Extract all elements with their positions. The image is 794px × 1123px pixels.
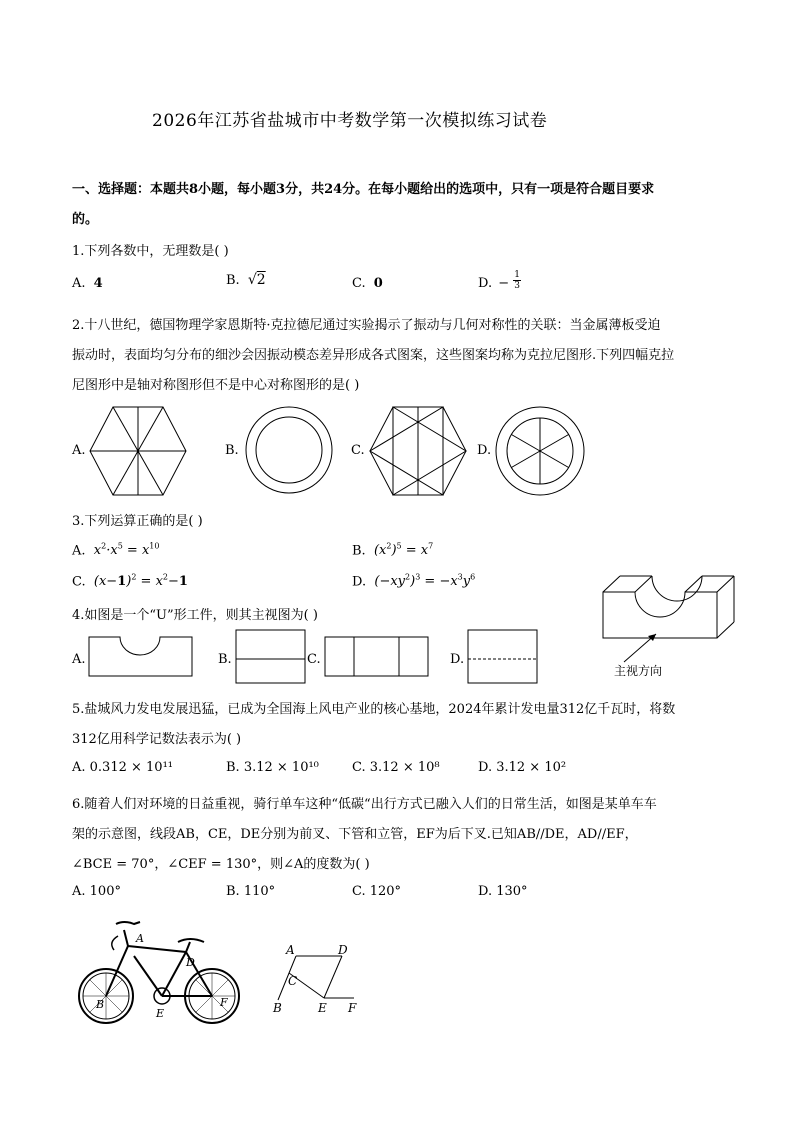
q3-option-d (352, 573, 475, 589)
chladni-figure-d (494, 405, 586, 497)
option-label: B. (352, 543, 366, 559)
q3-stem: 3.下列运算正确的是( ) (72, 514, 203, 529)
page-title: 2026年江苏省盐城市中考数学第一次模拟练习试卷 (152, 111, 548, 131)
q1-option-b (226, 272, 266, 288)
q5-option-b: B. 3.12 × 10¹⁰ (226, 760, 319, 775)
option-expression: $(x-1)^2 = x^2-1$ (89, 573, 188, 590)
q1-option-a (72, 276, 103, 291)
q6-option-b: B. 110° (226, 884, 276, 899)
sqrt-symbol: √2 (247, 272, 266, 288)
bike-label-f: F (220, 996, 228, 1009)
bike-label-e: E (156, 1007, 165, 1020)
section-heading-line1: 一、选择题：本题共8小题，每小题3分，共24分。在每小题给出的选项中，只有一项是符合题目要求 (72, 182, 655, 197)
option-value: 2 (256, 272, 266, 288)
frame-geometry-diagram (270, 940, 370, 1018)
q3-option-a (72, 542, 159, 558)
option-value: 4 (93, 276, 103, 291)
q6-line3: ∠BCE = 70°，∠CEF = 130°，则∠A的度数为( ) (72, 857, 370, 872)
option-label: A. (72, 276, 86, 291)
option-expression: $(x^2)^5 = x^7$ (369, 542, 434, 559)
q1-option-d (478, 270, 521, 291)
option-label: B. (226, 273, 240, 288)
q2-line3: 尼图形中是轴对称图形但不是中心对称图形的是( ) (72, 378, 360, 393)
bike-label-b: B (96, 998, 105, 1011)
q4-stem: 4.如图是一个“U”形工件，则其主视图为( ) (72, 608, 318, 623)
q6-line2: 架的示意图，线段AB，CE，DE分别为前叉、下管和立管，EF为后下叉.已知AB//DE，AD//EF， (72, 827, 638, 842)
q2-label-a: A. (72, 443, 86, 458)
bike-label-a: A (136, 932, 144, 945)
q2-label-c: C. (351, 443, 365, 458)
q1-stem: 1.下列各数中，无理数是( ) (72, 244, 229, 259)
q4-option-c-figure (324, 636, 430, 678)
q4-label-b: B. (218, 652, 232, 667)
option-value: 0 (373, 276, 383, 291)
q5-option-a: A. 0.312 × 10¹¹ (72, 760, 173, 775)
q2-label-b: B. (225, 443, 239, 458)
chladni-figure-c (368, 405, 468, 497)
minus-sign: − (498, 276, 510, 291)
q5-line2: 312亿用科学记数法表示为( ) (72, 732, 242, 747)
q2-label-d: D. (477, 443, 492, 458)
q4-label-c: C. (307, 652, 321, 667)
chladni-figure-a (88, 405, 188, 497)
q4-option-a-figure (88, 636, 194, 678)
q3-option-b (352, 542, 433, 558)
option-expression: $x^2\cdot x^5 = x^{10}$ (89, 542, 160, 559)
diagram-label-a: A (286, 943, 295, 957)
option-label: D. (478, 276, 493, 291)
bike-label-d: D (186, 956, 195, 969)
option-label: A. (72, 543, 86, 559)
bicycle-illustration (78, 916, 244, 1028)
diagram-label-f: F (348, 1001, 357, 1015)
diagram-label-d: D (338, 943, 348, 957)
q5-option-c: C. 3.12 × 10⁸ (352, 760, 440, 775)
q4-option-d-figure (467, 629, 539, 685)
section-heading-line2: 的。 (72, 212, 99, 227)
chladni-figure-b (244, 405, 334, 495)
q5-line1: 5.盐城风力发电发展迅猛，已成为全国海上风电产业的核心基地，2024年累计发电量312亿千瓦时，将数 (72, 702, 676, 717)
q6-option-a: A. 100° (72, 884, 121, 899)
q6-line1: 6.随着人们对环境的日益重视，骑行单车这种“低碳“出行方式已融入人们的日常生活，如图是某单车车 (72, 797, 657, 812)
q1-option-c (352, 276, 383, 291)
view-direction-arrow (612, 630, 662, 666)
option-label: D. (352, 574, 367, 590)
option-label: C. (72, 574, 86, 590)
q4-label-a: A. (72, 652, 86, 667)
q5-option-d: D. 3.12 × 10² (478, 760, 567, 775)
view-direction-caption: 主视方向 (614, 664, 663, 678)
q6-option-c: C. 120° (352, 884, 402, 899)
q2-line1: 2.十八世纪，德国物理学家恩斯特·克拉德尼通过实验揭示了振动与几何对称性的关联：当金属薄板受迫 (72, 318, 661, 333)
denominator: 3 (514, 281, 521, 291)
numerator: 1 (514, 270, 521, 280)
diagram-label-b: B (273, 1001, 282, 1015)
q2-line2: 振动时，表面均匀分布的细沙会因振动模态差异形成各式图案，这些图案均称为克拉尼图形.下列四幅克拉 (72, 348, 675, 363)
option-expression: $(-xy^2)^3 = -x^3y^6$ (370, 573, 476, 590)
q4-label-d: D. (450, 652, 465, 667)
q3-option-c (72, 573, 188, 589)
fraction (513, 270, 521, 291)
option-label: C. (352, 276, 366, 291)
diagram-label-c: C (288, 974, 298, 988)
q4-option-b-figure (235, 629, 307, 685)
q6-option-d: D. 130° (478, 884, 528, 899)
diagram-label-e: E (318, 1001, 327, 1015)
